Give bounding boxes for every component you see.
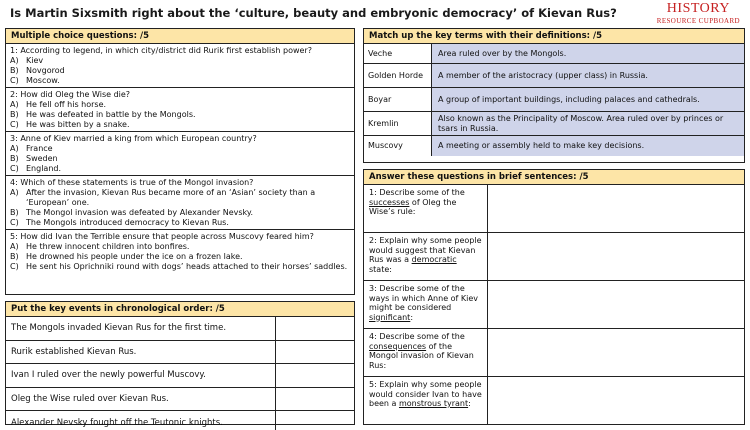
question-keyword: consequences: [369, 341, 427, 351]
answer-questions-heading: Answer these questions in brief sentences: /5: [364, 170, 744, 185]
mcq-question-text: 2: How did Oleg the Wise die?: [10, 90, 131, 99]
mcq-option[interactable]: [10, 144, 350, 154]
mcq-option-key: C): [10, 76, 19, 85]
mcq-option[interactable]: [10, 100, 350, 110]
match-terms-list: [364, 44, 744, 156]
answer-question-text: [364, 377, 488, 425]
term-row: [364, 64, 744, 88]
answer-box[interactable]: [488, 233, 744, 280]
mcq-option-key: C): [10, 262, 19, 271]
answer-questions-panel: [363, 169, 745, 425]
mcq-option[interactable]: [10, 242, 350, 252]
mcq-option-key: C): [10, 218, 19, 227]
chronological-row: [6, 411, 354, 430]
match-terms-panel: [363, 28, 745, 163]
logo-line-1: HISTORY: [666, 1, 730, 16]
mcq-option[interactable]: [10, 66, 350, 76]
term-row: [364, 44, 744, 64]
chronological-heading: Put the key events in chronological order: /5: [6, 302, 354, 317]
mcq-option-key: A): [10, 144, 19, 153]
mcq-option-text: He was defeated in battle by the Mongols.: [26, 110, 196, 119]
mcq-option[interactable]: [10, 218, 350, 228]
mcq-question-5: [6, 230, 354, 273]
question-prefix: 1: Describe some of the: [369, 188, 465, 197]
question-keyword: successes: [369, 197, 410, 207]
mcq-option[interactable]: [10, 76, 350, 86]
term-row: [364, 136, 744, 156]
question-prefix: 5: Explain why some people would consider Ivan to have been a: [369, 380, 482, 408]
chronological-answer-box[interactable]: [276, 341, 354, 364]
chronological-event: Oleg the Wise ruled over Kievan Rus.: [6, 388, 276, 411]
mcq-option[interactable]: [10, 154, 350, 164]
mcq-option-key: C): [10, 164, 19, 173]
term-definition[interactable]: Area ruled over by the Mongols.: [432, 44, 744, 63]
question-keyword: significant: [369, 312, 411, 322]
chronological-event: The Mongols invaded Kievan Rus for the first time.: [6, 317, 276, 340]
mcq-option[interactable]: [10, 56, 350, 66]
mcq-option-text: Moscow.: [26, 76, 60, 85]
mcq-question-text: 1: According to legend, in which city/district did Rurik first establish power?: [10, 46, 312, 55]
multiple-choice-heading: Multiple choice questions: /5: [6, 29, 354, 44]
chronological-row: [6, 364, 354, 388]
key-term[interactable]: Golden Horde: [364, 64, 432, 87]
chronological-event: Rurik established Kievan Rus.: [6, 341, 276, 364]
mcq-option[interactable]: [10, 110, 350, 120]
mcq-option[interactable]: [10, 188, 350, 208]
answer-row: [364, 329, 744, 377]
answer-questions-list: [364, 185, 744, 425]
mcq-question-4: [6, 176, 354, 230]
answer-row: [364, 281, 744, 329]
chronological-answer-box[interactable]: [276, 317, 354, 340]
mcq-option-text: England.: [26, 164, 62, 173]
chronological-row: [6, 388, 354, 412]
multiple-choice-panel: [5, 28, 355, 295]
answer-question-text: [364, 329, 488, 376]
term-row: [364, 88, 744, 112]
answer-question-text: [364, 233, 488, 280]
mcq-option-text: Sweden: [26, 154, 58, 163]
key-term[interactable]: Boyar: [364, 88, 432, 111]
chronological-answer-box[interactable]: [276, 411, 354, 430]
mcq-option[interactable]: [10, 120, 350, 130]
chronological-event: Ivan I ruled over the newly powerful Muscovy.: [6, 364, 276, 387]
mcq-option-key: C): [10, 120, 19, 129]
chronological-panel: [5, 301, 355, 429]
answer-row: [364, 377, 744, 425]
mcq-option-key: B): [10, 208, 19, 217]
multiple-choice-list: [6, 44, 354, 273]
mcq-option-key: A): [10, 242, 19, 251]
chronological-row: [6, 317, 354, 341]
answer-question-text: [364, 185, 488, 232]
mcq-option-text: The Mongol invasion was defeated by Alexander Nevsky.: [26, 208, 253, 217]
mcq-option-key: B): [10, 66, 19, 75]
mcq-option[interactable]: [10, 208, 350, 218]
mcq-option-key: B): [10, 110, 19, 119]
question-prefix: 2: Explain why some people would suggest that Kievan Rus was a: [369, 236, 482, 264]
mcq-option-text: He threw innocent children into bonfires.: [26, 242, 190, 251]
question-suffix: :: [410, 312, 414, 322]
chronological-answer-box[interactable]: [276, 388, 354, 411]
key-term[interactable]: Muscovy: [364, 136, 432, 156]
mcq-question-3: [6, 132, 354, 176]
mcq-option-key: A): [10, 188, 19, 197]
term-definition[interactable]: A member of the aristocracy (upper class) in Russia.: [432, 64, 744, 87]
question-prefix: 3: Describe some of the ways in which Anne of Kiev might be considered: [369, 284, 479, 312]
question-prefix: 4: Describe some of the: [369, 332, 465, 341]
mcq-question-2: [6, 88, 354, 132]
question-suffix: state:: [369, 264, 392, 274]
mcq-option[interactable]: [10, 164, 350, 174]
question-keyword: democratic: [411, 255, 457, 264]
mcq-option-text: He was bitten by a snake.: [26, 120, 130, 129]
mcq-question-1: [6, 44, 354, 88]
answer-box[interactable]: [488, 377, 744, 425]
mcq-option[interactable]: [10, 252, 350, 262]
mcq-option-text: After the invasion, Kievan Rus became more of an ‘Asian’ society than a ‘European’ one.: [26, 188, 316, 207]
question-suffix: of Oleg the Wise’s rule:: [369, 197, 457, 216]
mcq-option-text: Kiev: [26, 56, 44, 65]
answer-question-text: [364, 281, 488, 328]
term-definition[interactable]: A meeting or assembly held to make key decisions.: [432, 136, 744, 156]
question-keyword: monstrous tyrant: [398, 399, 469, 408]
history-logo: [657, 2, 740, 25]
answer-box[interactable]: [488, 185, 744, 232]
mcq-option-key: B): [10, 154, 19, 163]
mcq-option-text: Novgorod: [26, 66, 65, 75]
logo-line-2: RESOURCE CUPBOARD: [656, 17, 740, 25]
mcq-question-text: 5: How did Ivan the Terrible ensure that people across Muscovy feared him?: [10, 232, 314, 241]
mcq-question-text: 3: Anne of Kiev married a king from which European country?: [10, 134, 257, 143]
answer-box[interactable]: [488, 329, 744, 376]
answer-box[interactable]: [488, 281, 744, 328]
question-suffix: of the Mongol invasion of Kievan Rus:: [369, 341, 474, 370]
answer-row: [364, 233, 744, 281]
mcq-option-text: He drowned his people under the ice on a frozen lake.: [26, 252, 243, 261]
key-term[interactable]: Veche: [364, 44, 432, 63]
chronological-row: [6, 341, 354, 365]
mcq-option-text: He fell off his horse.: [26, 100, 107, 109]
term-row: [364, 112, 744, 136]
mcq-option-text: The Mongols introduced democracy to Kievan Rus.: [26, 218, 229, 227]
chronological-list: [6, 317, 354, 430]
mcq-option-key: A): [10, 56, 19, 65]
mcq-question-text: 4: Which of these statements is true of the Mongol invasion?: [10, 178, 254, 187]
match-terms-heading: Match up the key terms with their definitions: /5: [364, 29, 744, 44]
mcq-option-text: France: [26, 144, 53, 153]
mcq-option-key: B): [10, 252, 19, 261]
page-title: Is Martin Sixsmith right about the ‘culture, beauty and embryonic democracy’ of Kievan Rus?: [10, 6, 617, 20]
key-term[interactable]: Kremlin: [364, 112, 432, 135]
chronological-answer-box[interactable]: [276, 364, 354, 387]
mcq-option-text: He sent his Oprichniki round with dogs’ heads attached to their horses’ saddles.: [26, 262, 348, 271]
term-definition[interactable]: Also known as the Principality of Moscow. Area ruled over by princes or tsars in Russia.: [432, 112, 744, 135]
term-definition[interactable]: A group of important buildings, including palaces and cathedrals.: [432, 88, 744, 111]
question-suffix: :: [468, 399, 471, 408]
mcq-option-key: A): [10, 100, 19, 109]
chronological-event: Alexander Nevsky fought off the Teutonic knights.: [6, 411, 276, 430]
answer-row: [364, 185, 744, 233]
mcq-option[interactable]: [10, 262, 350, 272]
